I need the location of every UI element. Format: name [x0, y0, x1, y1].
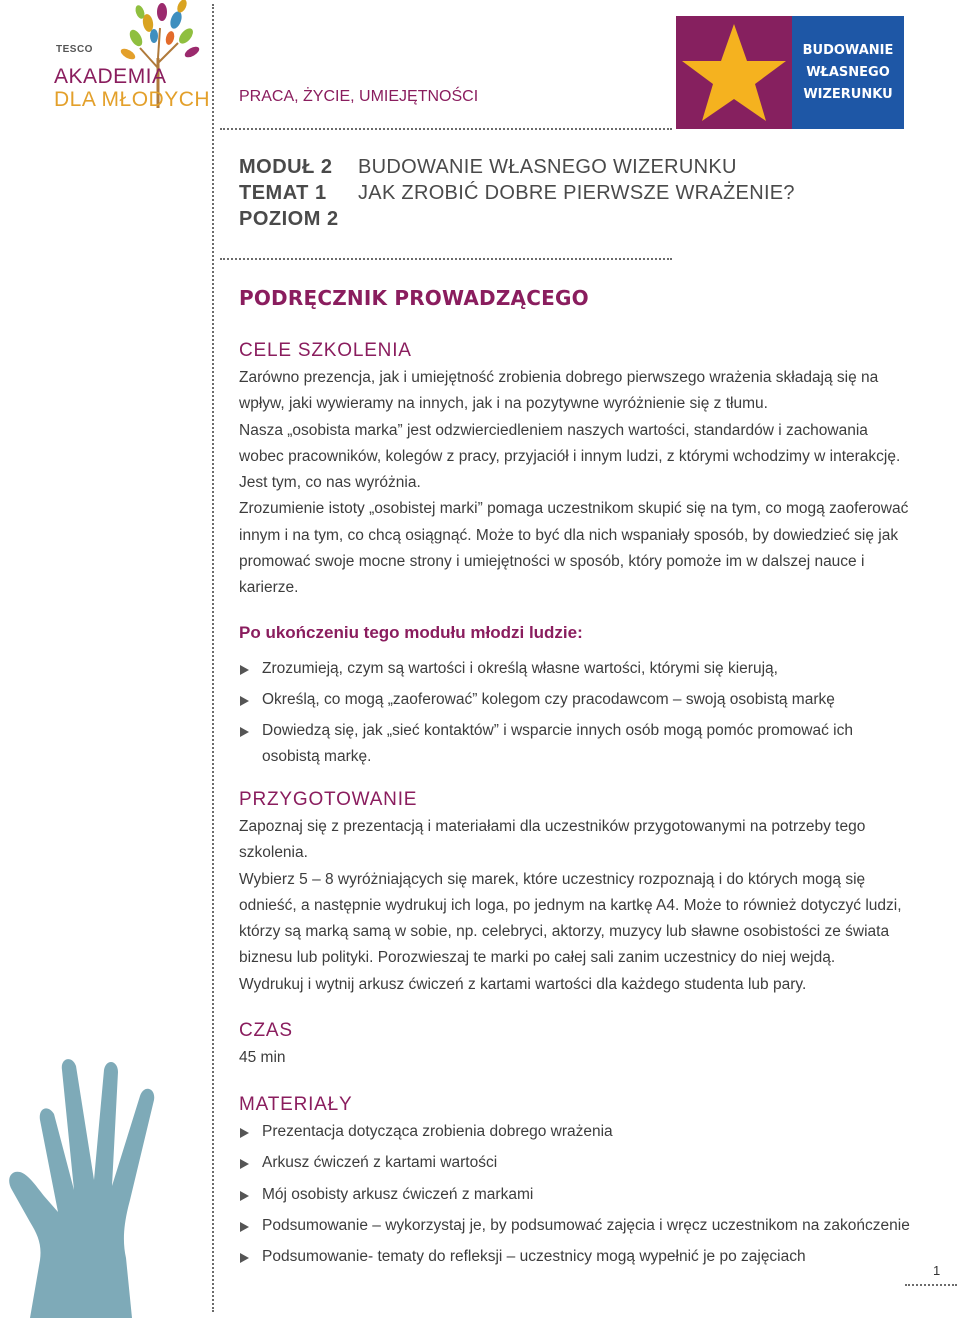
badge-title [803, 40, 894, 106]
badge-line: BUDOWANIE [802, 42, 894, 58]
section-heading-przygotowanie: PRZYGOTOWANIE [239, 789, 418, 810]
list-item: Prezentacja dotycząca zrobienia dobrego wrażenia [262, 1119, 912, 1145]
list-item: Arkusz ćwiczeń z kartami wartości [262, 1150, 912, 1176]
paragraph: Wybierz 5 – 8 wyróżniających się marek, które uczestnicy rozpoznają i do których mogą się odnieść, a następnie wydrukuj ich loga, po jednym na kartkę A4. Może to również dotyczyć ludzi, którzy są marką samą w sobie, np. celebryci, aktorzy, muzycy lub sławne osobistości ze świata biznesu lub polityki. Porozwieszaj te marki po całej sali zanim uczestnicy do niej wejdą. [239, 870, 902, 967]
hand-icon [0, 1000, 200, 1318]
section-heading-cele: CELE SZKOLENIA [239, 340, 412, 361]
paragraph: Zapoznaj się z prezentacją i materiałami dla uczestników przygotowanymi na potrzeby tego szkolenia. [239, 818, 866, 862]
level-label: POZIOM 2 [239, 208, 339, 230]
paragraph: Zrozumienie istoty „osobistej marki” pomaga uczestnikom skupić się na tym, co mogą zaoferować innym i na tym, co chcą osiągnąć. Może to być dla nich wspaniały sposób, by dowiedzieć się jak promować swoje mocne strony i umiejętności w sposób, który pomoże im w dalszej nauce i karierze. [239, 500, 909, 597]
page-title: PODRĘCZNIK PROWADZĄCEGO [239, 286, 589, 310]
topic-label: TEMAT 1 [239, 182, 327, 204]
divider [220, 258, 672, 260]
list-item: Zrozumieją, czym są wartości i określą własne wartości, którymi się kierują, [262, 656, 912, 682]
section-heading-materialy: MATERIAŁY [239, 1094, 353, 1115]
przygotowanie-text [239, 814, 909, 998]
paragraph: Zarówno prezencja, jak i umiejętność zrobienia dobrego pierwszego wrażenia składają się na wpływ, jaki wywieramy na innych, jak i na pozytywne wyróżnienie się z tłumu. [239, 369, 879, 413]
badge-line: WŁASNEGO [806, 64, 890, 80]
section-heading-czas: CZAS [239, 1020, 293, 1041]
paragraph: Nasza „osobista marka” jest odzwierciedleniem naszych wartości, standardów i zachowania wobec pracowników, kolegów z pracy, przyjaciół i innym ludzi, z którymi wchodzimy w interakcję. Jest tym, co nas wyróżnia. [239, 421, 901, 492]
materials-list [262, 1119, 912, 1275]
outcomes-list [262, 656, 912, 775]
logo-line-dla-mlodych: DLA MŁODYCH [54, 88, 211, 111]
outcomes-heading: Po ukończeniu tego modułu młodzi ludzie: [239, 623, 583, 642]
topic-value: JAK ZROBIĆ DOBRE PIERWSZE WRAŻENIE? [358, 182, 795, 204]
badge-line: WIZERUNKU [803, 86, 893, 102]
page-number: 1 [933, 1263, 941, 1278]
list-item: Dowiedzą się, jak „sieć kontaktów” i wsparcie innych osób mogą pomóc promować ich osobistą markę. [262, 718, 912, 771]
cele-text [239, 365, 909, 602]
badge-text-panel [792, 16, 904, 129]
header-subtitle: PRACA, ŻYCIE, UMIEJĘTNOŚCI [239, 88, 479, 105]
list-item: Określą, co mogą „zaoferować” kolegom czy pracodawcom – swoją osobistą markę [262, 687, 912, 713]
list-item: Podsumowanie – wykorzystaj je, by podsumować zajęcia i wręcz uczestnikom na zakończenie [262, 1213, 912, 1239]
module-value: BUDOWANIE WŁASNEGO WIZERUNKU [358, 156, 737, 178]
list-item: Podsumowanie- tematy do refleksji – uczestnicy mogą wypełnić je po zajęciach [262, 1244, 912, 1270]
badge-star-panel [676, 16, 792, 129]
list-item: Mój osobisty arkusz ćwiczeń z markami [262, 1182, 912, 1208]
logo-line-akademia: AKADEMIA [54, 65, 167, 88]
divider [220, 128, 672, 130]
star-icon [676, 16, 792, 129]
page-number-rule [905, 1284, 957, 1286]
paragraph: Wydrukuj i wytnij arkusz ćwiczeń z kartami wartości dla każdego studenta lub pary. [239, 975, 807, 993]
tesco-logo-text: TESCO [56, 44, 93, 55]
vertical-divider [212, 4, 214, 1312]
module-label: MODUŁ 2 [239, 156, 333, 178]
czas-value: 45 min [239, 1049, 286, 1066]
